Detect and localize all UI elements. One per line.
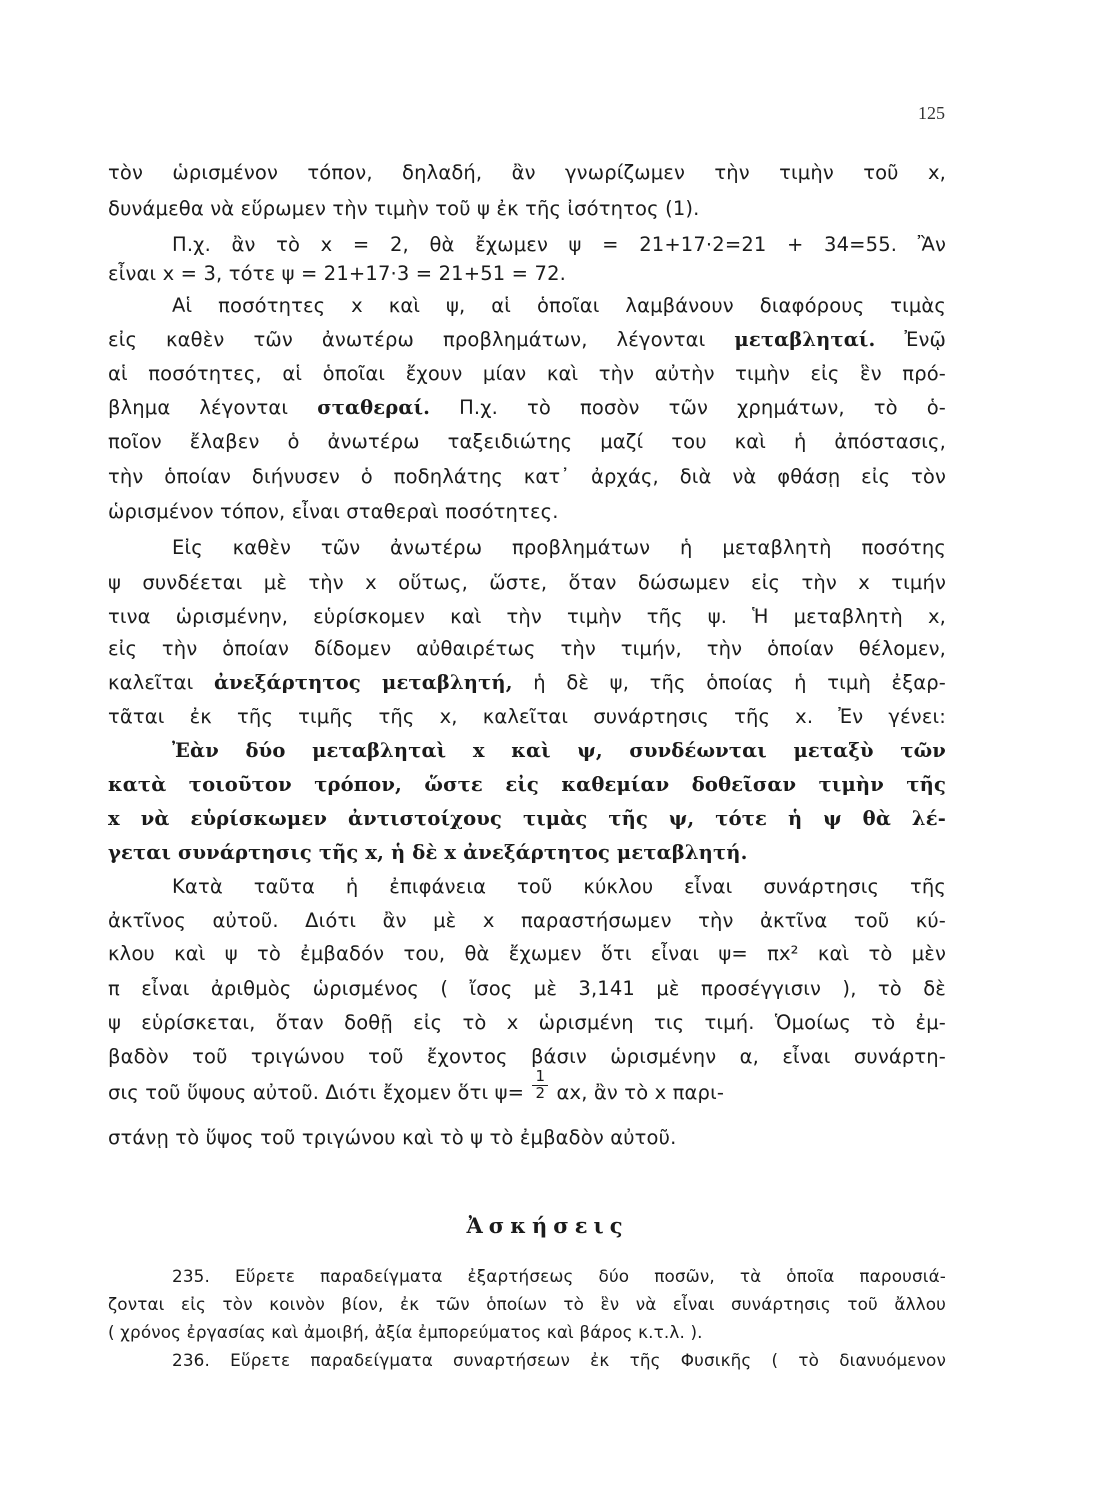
text-line: ποῖον ἔλαβεν ὁ ἀνωτέρω ταξειδιώτης μαζί του καὶ ἡ ἀπόστασις, xyxy=(108,430,946,453)
text-line: π εἶναι ἀριθμὸς ὡρισμένος ( ἴσος μὲ 3,141 μὲ προσέγγισιν ), τὸ δὲ xyxy=(108,977,946,1000)
text-span: Ἐνῷ xyxy=(904,328,946,351)
text-span: σις τοῦ ὕψους αὐτοῦ. Διότι ἔχομεν ὅτι ψ= xyxy=(108,1081,525,1104)
fraction-one-half xyxy=(532,1069,548,1102)
term-independent-variable: ἀνεξάρτητος μεταβλητή, xyxy=(214,671,513,694)
text-span: εἰς καθὲν τῶν ἀνωτέρω προβλημάτων, λέγονται xyxy=(108,328,706,351)
text-line: τὴν ὁποίαν διήνυσεν ὁ ποδηλάτης κατ᾽ ἀρχάς, διὰ νὰ φθάσῃ εἰς τὸν xyxy=(108,465,946,488)
definition-line: x νὰ εὑρίσκωμεν ἀντιστοίχους τιμὰς τῆς ψ, τότε ἡ ψ θὰ λέ- xyxy=(108,807,946,830)
text-span: καλεῖται xyxy=(108,671,194,694)
definition-line: κατὰ τοιοῦτον τρόπον, ὥστε εἰς καθεμίαν δοθεῖσαν τιμὴν τῆς xyxy=(108,773,946,796)
fraction-denominator: 2 xyxy=(535,1084,546,1102)
definition-line: Ἐὰν δύο μεταβληταὶ x καὶ ψ, συνδέωνται μεταξὺ τῶν xyxy=(172,739,946,762)
text-line: Αἱ ποσότητες x καὶ ψ, αἱ ὁποῖαι λαμβάνουν διαφόρους τιμὰς xyxy=(172,294,946,317)
text-line: τὸν ὡρισμένον τόπον, δηλαδή, ἂν γνωρίζωμεν τὴν τιμὴν τοῦ x, xyxy=(108,161,946,184)
term-constants: σταθεραί. xyxy=(317,396,431,419)
text-line: ὡρισμένον τόπον, εἶναι σταθεραὶ ποσότητες. xyxy=(108,500,559,523)
text-line: Κατὰ ταῦτα ἡ ἐπιφάνεια τοῦ κύκλου εἶναι συνάρτησις τῆς xyxy=(172,875,946,898)
exercise-line: ( χρόνος ἐργασίας καὶ ἀμοιβή, ἀξία ἐμπορεύματος καὶ βάρος κ.τ.λ. ). xyxy=(108,1322,703,1342)
text-span: βλημα λέγονται xyxy=(108,396,289,419)
exercise-line: ζονται εἰς τὸν κοινὸν βίον, ἐκ τῶν ὁποίων τὸ ἓν νὰ εἶναι συνάρτησις τοῦ ἄλλου xyxy=(108,1294,946,1314)
exercise-line: 235. Εὕρετε παραδείγματα ἐξαρτήσεως δύο ποσῶν, τὰ ὁποῖα παρουσιά- xyxy=(172,1266,946,1286)
text-line: εἰς τὴν ὁποίαν δίδομεν αὐθαιρέτως τὴν τιμήν, τὴν ὁποίαν θέλομεν, xyxy=(108,637,946,660)
text-line: ἀκτῖνος αὐτοῦ. Διότι ἂν μὲ x παραστήσωμεν τὴν ἀκτῖνα τοῦ κύ- xyxy=(108,909,946,932)
text-line: Π.χ. ἂν τὸ x = 2, θὰ ἔχωμεν ψ = 21+17·2=21 + 34=55. Ἂν xyxy=(172,233,946,256)
text-line: αἱ ποσότητες, αἱ ὁποῖαι ἔχουν μίαν καὶ τὴν αὐτὴν τιμὴν εἰς ἓν πρό- xyxy=(108,362,946,385)
text-line: ψ συνδέεται μὲ τὴν x οὕτως, ὥστε, ὅταν δώσωμεν εἰς τὴν x τιμήν xyxy=(108,571,946,594)
exercise-line: 236. Εὕρετε παραδείγματα συναρτήσεων ἐκ τῆς Φυσικῆς ( τὸ διανυόμενον xyxy=(172,1350,946,1370)
text-span: ἡ δὲ ψ, τῆς ὁποίας ἡ τιμὴ ἐξαρ- xyxy=(533,671,946,694)
text-span: Π.χ. τὸ ποσὸν τῶν χρημάτων, τὸ ὁ- xyxy=(459,396,946,419)
text-line: ψ εὑρίσκεται, ὅταν δοθῇ εἰς τὸ x ὡρισμένη τις τιμή. Ὁμοίως τὸ ἐμ- xyxy=(108,1011,946,1034)
text-line: βαδὸν τοῦ τριγώνου τοῦ ἔχοντος βάσιν ὡρισμένην α, εἶναι συνάρτη- xyxy=(108,1045,946,1068)
text-span: αx, ἂν τὸ x παρι- xyxy=(556,1081,725,1104)
text-line: δυνάμεθα νὰ εὕρωμεν τὴν τιμὴν τοῦ ψ ἐκ τῆς ἰσότητος (1). xyxy=(108,197,700,220)
text-line xyxy=(108,398,946,418)
text-line: κλου καὶ ψ τὸ ἐμβαδόν του, θὰ ἔχωμεν ὅτι εἶναι ψ= πx² καὶ τὸ μὲν xyxy=(108,942,946,965)
text-line: στάνῃ τὸ ὕψος τοῦ τριγώνου καὶ τὸ ψ τὸ ἐμβαδὸν αὐτοῦ. xyxy=(108,1126,677,1149)
text-line: τᾶται ἐκ τῆς τιμῆς τῆς x, καλεῖται συνάρτησις τῆς x. Ἐν γένει: xyxy=(108,705,946,728)
text-line: τινα ὡρισμένην, εὑρίσκομεν καὶ τὴν τιμὴν τῆς ψ. Ἡ μεταβλητὴ x, xyxy=(108,605,946,628)
text-line xyxy=(108,673,946,693)
text-line xyxy=(108,1067,946,1104)
definition-line: γεται συνάρτησις τῆς x, ἡ δὲ x ἀνεξάρτητος μεταβλητή. xyxy=(108,841,748,864)
term-variables: μεταβληταί. xyxy=(734,328,876,351)
exercises-heading: Ἀσκήσεις xyxy=(466,1213,629,1238)
page-number: 125 xyxy=(918,103,945,123)
text-line xyxy=(108,330,946,350)
fraction-numerator: 1 xyxy=(532,1069,548,1086)
text-line: εἶναι x = 3, τότε ψ = 21+17·3 = 21+51 = 72. xyxy=(108,262,566,285)
text-line: Εἰς καθὲν τῶν ἀνωτέρω προβλημάτων ἡ μεταβλητὴ ποσότης xyxy=(172,536,946,559)
